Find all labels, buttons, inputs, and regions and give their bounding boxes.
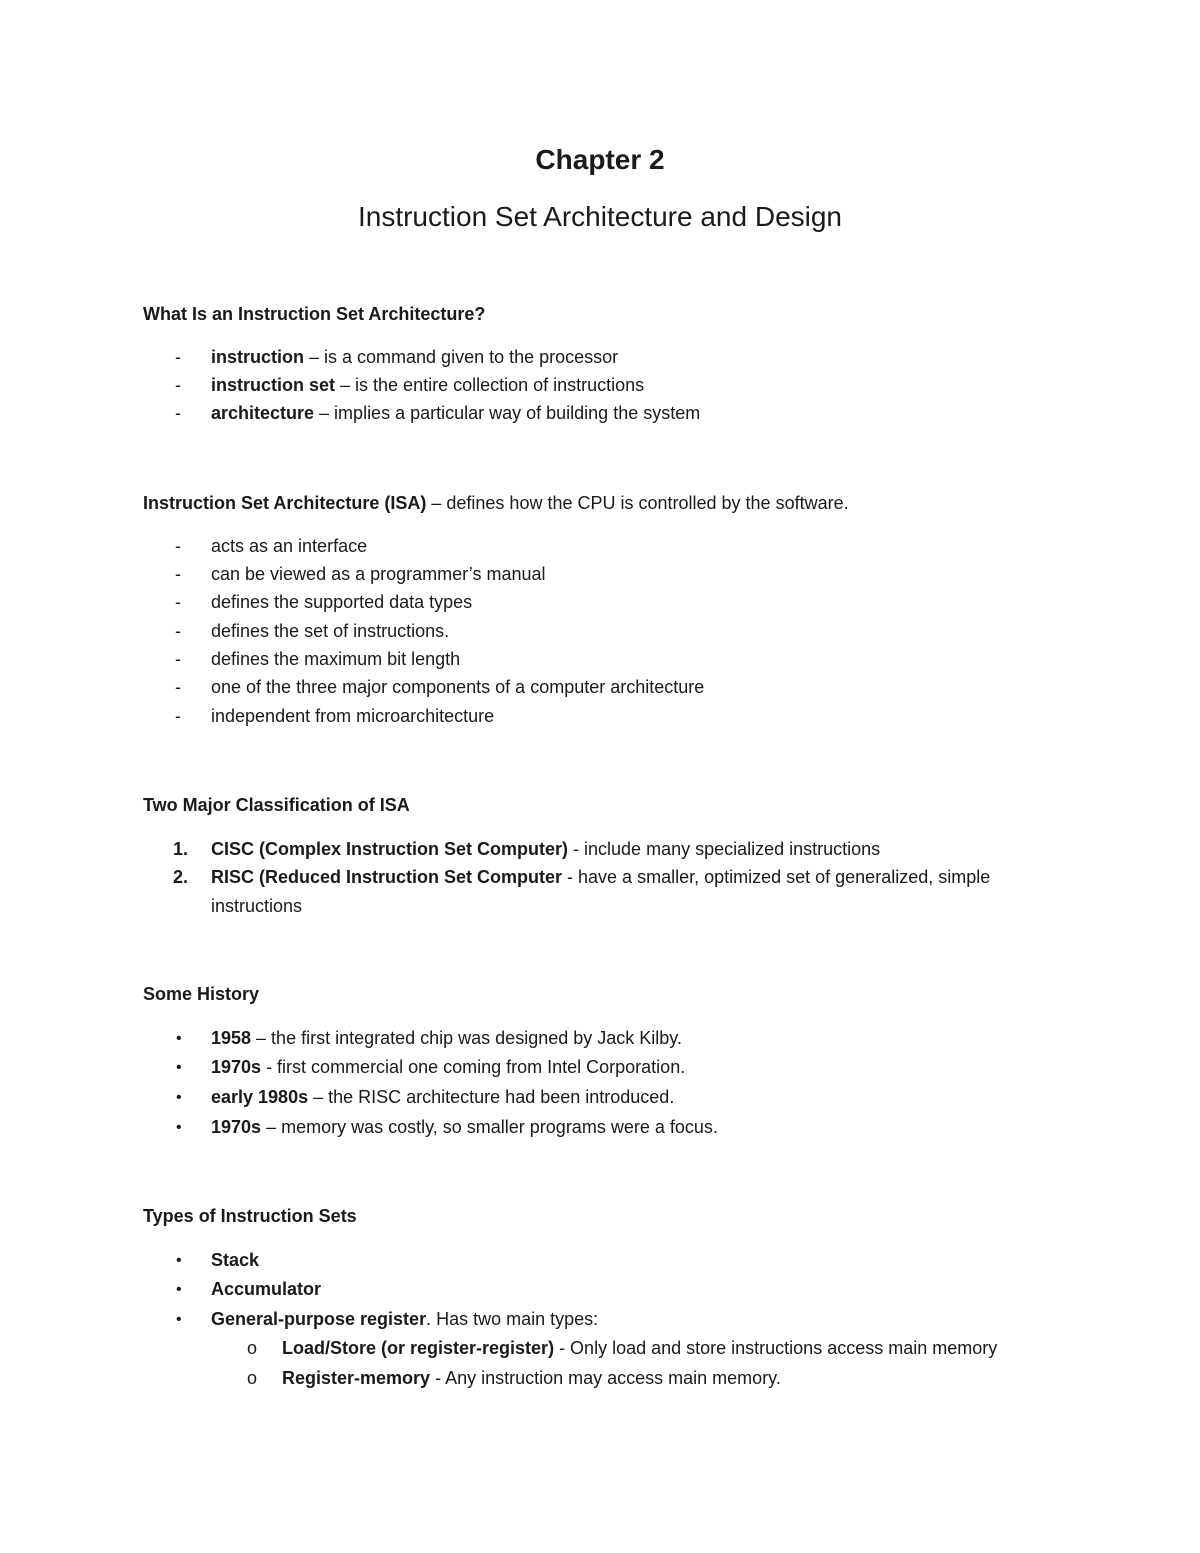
term: General-purpose register bbox=[211, 1309, 427, 1329]
section-heading-history: Some History bbox=[143, 984, 260, 1004]
list-item bbox=[211, 1279, 321, 1300]
term: Register-memory bbox=[282, 1368, 431, 1388]
list-number: 1. bbox=[173, 839, 189, 859]
definition: – the RISC architecture had been introduced. bbox=[308, 1087, 675, 1107]
bullet-marker: • bbox=[176, 1281, 182, 1298]
definition: – implies a particular way of building the system bbox=[314, 403, 701, 423]
definition: - include many specialized instructions bbox=[568, 839, 881, 859]
section-heading-types: Types of Instruction Sets bbox=[143, 1206, 357, 1226]
term: early 1980s bbox=[211, 1087, 309, 1107]
document-title: Instruction Set Architecture and Design bbox=[357, 201, 843, 232]
dash-marker: - bbox=[175, 536, 181, 556]
dash-marker: - bbox=[175, 375, 181, 395]
list-item-continuation: instructions bbox=[211, 896, 303, 916]
sub-bullet-marker: o bbox=[247, 1368, 258, 1388]
definition: - first commercial one coming from Intel Corporation. bbox=[261, 1057, 686, 1077]
list-item bbox=[211, 1250, 259, 1271]
dash-marker: - bbox=[175, 564, 181, 584]
bullet-marker: • bbox=[176, 1059, 182, 1076]
term: 1970s bbox=[211, 1117, 262, 1137]
list-item bbox=[211, 1087, 674, 1108]
list-item bbox=[211, 1117, 718, 1138]
dash-marker: - bbox=[175, 592, 181, 612]
list-item bbox=[211, 1057, 685, 1078]
isa-definition-paragraph bbox=[143, 493, 849, 514]
list-item bbox=[211, 375, 644, 396]
bullet-marker: • bbox=[176, 1252, 182, 1269]
bullet-marker: • bbox=[176, 1030, 182, 1047]
definition: - have a smaller, optimized set of generalized, simple bbox=[562, 867, 991, 887]
sub-list-item bbox=[282, 1368, 781, 1389]
dash-marker: - bbox=[175, 621, 181, 641]
list-item bbox=[211, 347, 618, 368]
list-item bbox=[211, 403, 700, 424]
term: Accumulator bbox=[211, 1279, 322, 1299]
list-item bbox=[211, 1028, 682, 1049]
list-item: can be viewed as a programmer’s manual bbox=[211, 564, 546, 584]
bullet-marker: • bbox=[176, 1311, 182, 1328]
definition: – defines how the CPU is controlled by the software. bbox=[426, 493, 849, 513]
definition: - Any instruction may access main memory. bbox=[430, 1368, 781, 1388]
list-item: defines the set of instructions. bbox=[211, 621, 450, 641]
list-item bbox=[211, 867, 990, 888]
term: instruction bbox=[211, 347, 304, 367]
term: 1958 bbox=[211, 1028, 252, 1048]
list-item bbox=[211, 839, 880, 860]
bullet-marker: • bbox=[176, 1089, 182, 1106]
definition: – memory was costly, so smaller programs were a focus. bbox=[261, 1117, 718, 1137]
definition: – the first integrated chip was designed by Jack Kilby. bbox=[251, 1028, 682, 1048]
sub-bullet-marker: o bbox=[247, 1338, 258, 1358]
term: Instruction Set Architecture (ISA) bbox=[143, 493, 427, 513]
bullet-marker: • bbox=[176, 1119, 182, 1136]
dash-marker: - bbox=[175, 677, 181, 697]
definition: – is a command given to the processor bbox=[304, 347, 619, 367]
term: 1970s bbox=[211, 1057, 262, 1077]
term: RISC (Reduced Instruction Set Computer bbox=[211, 867, 563, 887]
term: Stack bbox=[211, 1250, 260, 1270]
definition: - Only load and store instructions access main memory bbox=[554, 1338, 998, 1358]
dash-marker: - bbox=[175, 403, 181, 423]
term: Load/Store (or register-register) bbox=[282, 1338, 555, 1358]
list-item: one of the three major components of a computer architecture bbox=[211, 677, 705, 697]
definition: – is the entire collection of instructions bbox=[335, 375, 645, 395]
term: CISC (Complex Instruction Set Computer) bbox=[211, 839, 569, 859]
sub-list-item bbox=[282, 1338, 997, 1359]
list-item bbox=[211, 1309, 598, 1330]
list-number: 2. bbox=[173, 867, 189, 887]
dash-marker: - bbox=[175, 347, 181, 367]
list-item: acts as an interface bbox=[211, 536, 368, 556]
list-item: independent from microarchitecture bbox=[211, 706, 495, 726]
dash-marker: - bbox=[175, 706, 181, 726]
list-item: defines the maximum bit length bbox=[211, 649, 461, 669]
term: instruction set bbox=[211, 375, 336, 395]
section-heading-classification: Two Major Classification of ISA bbox=[143, 795, 410, 815]
definition: . Has two main types: bbox=[426, 1309, 599, 1329]
dash-marker: - bbox=[175, 649, 181, 669]
term: architecture bbox=[211, 403, 315, 423]
chapter-heading: Chapter 2 bbox=[535, 144, 665, 175]
section-heading-what-is-isa: What Is an Instruction Set Architecture? bbox=[143, 304, 486, 324]
list-item: defines the supported data types bbox=[211, 592, 473, 612]
